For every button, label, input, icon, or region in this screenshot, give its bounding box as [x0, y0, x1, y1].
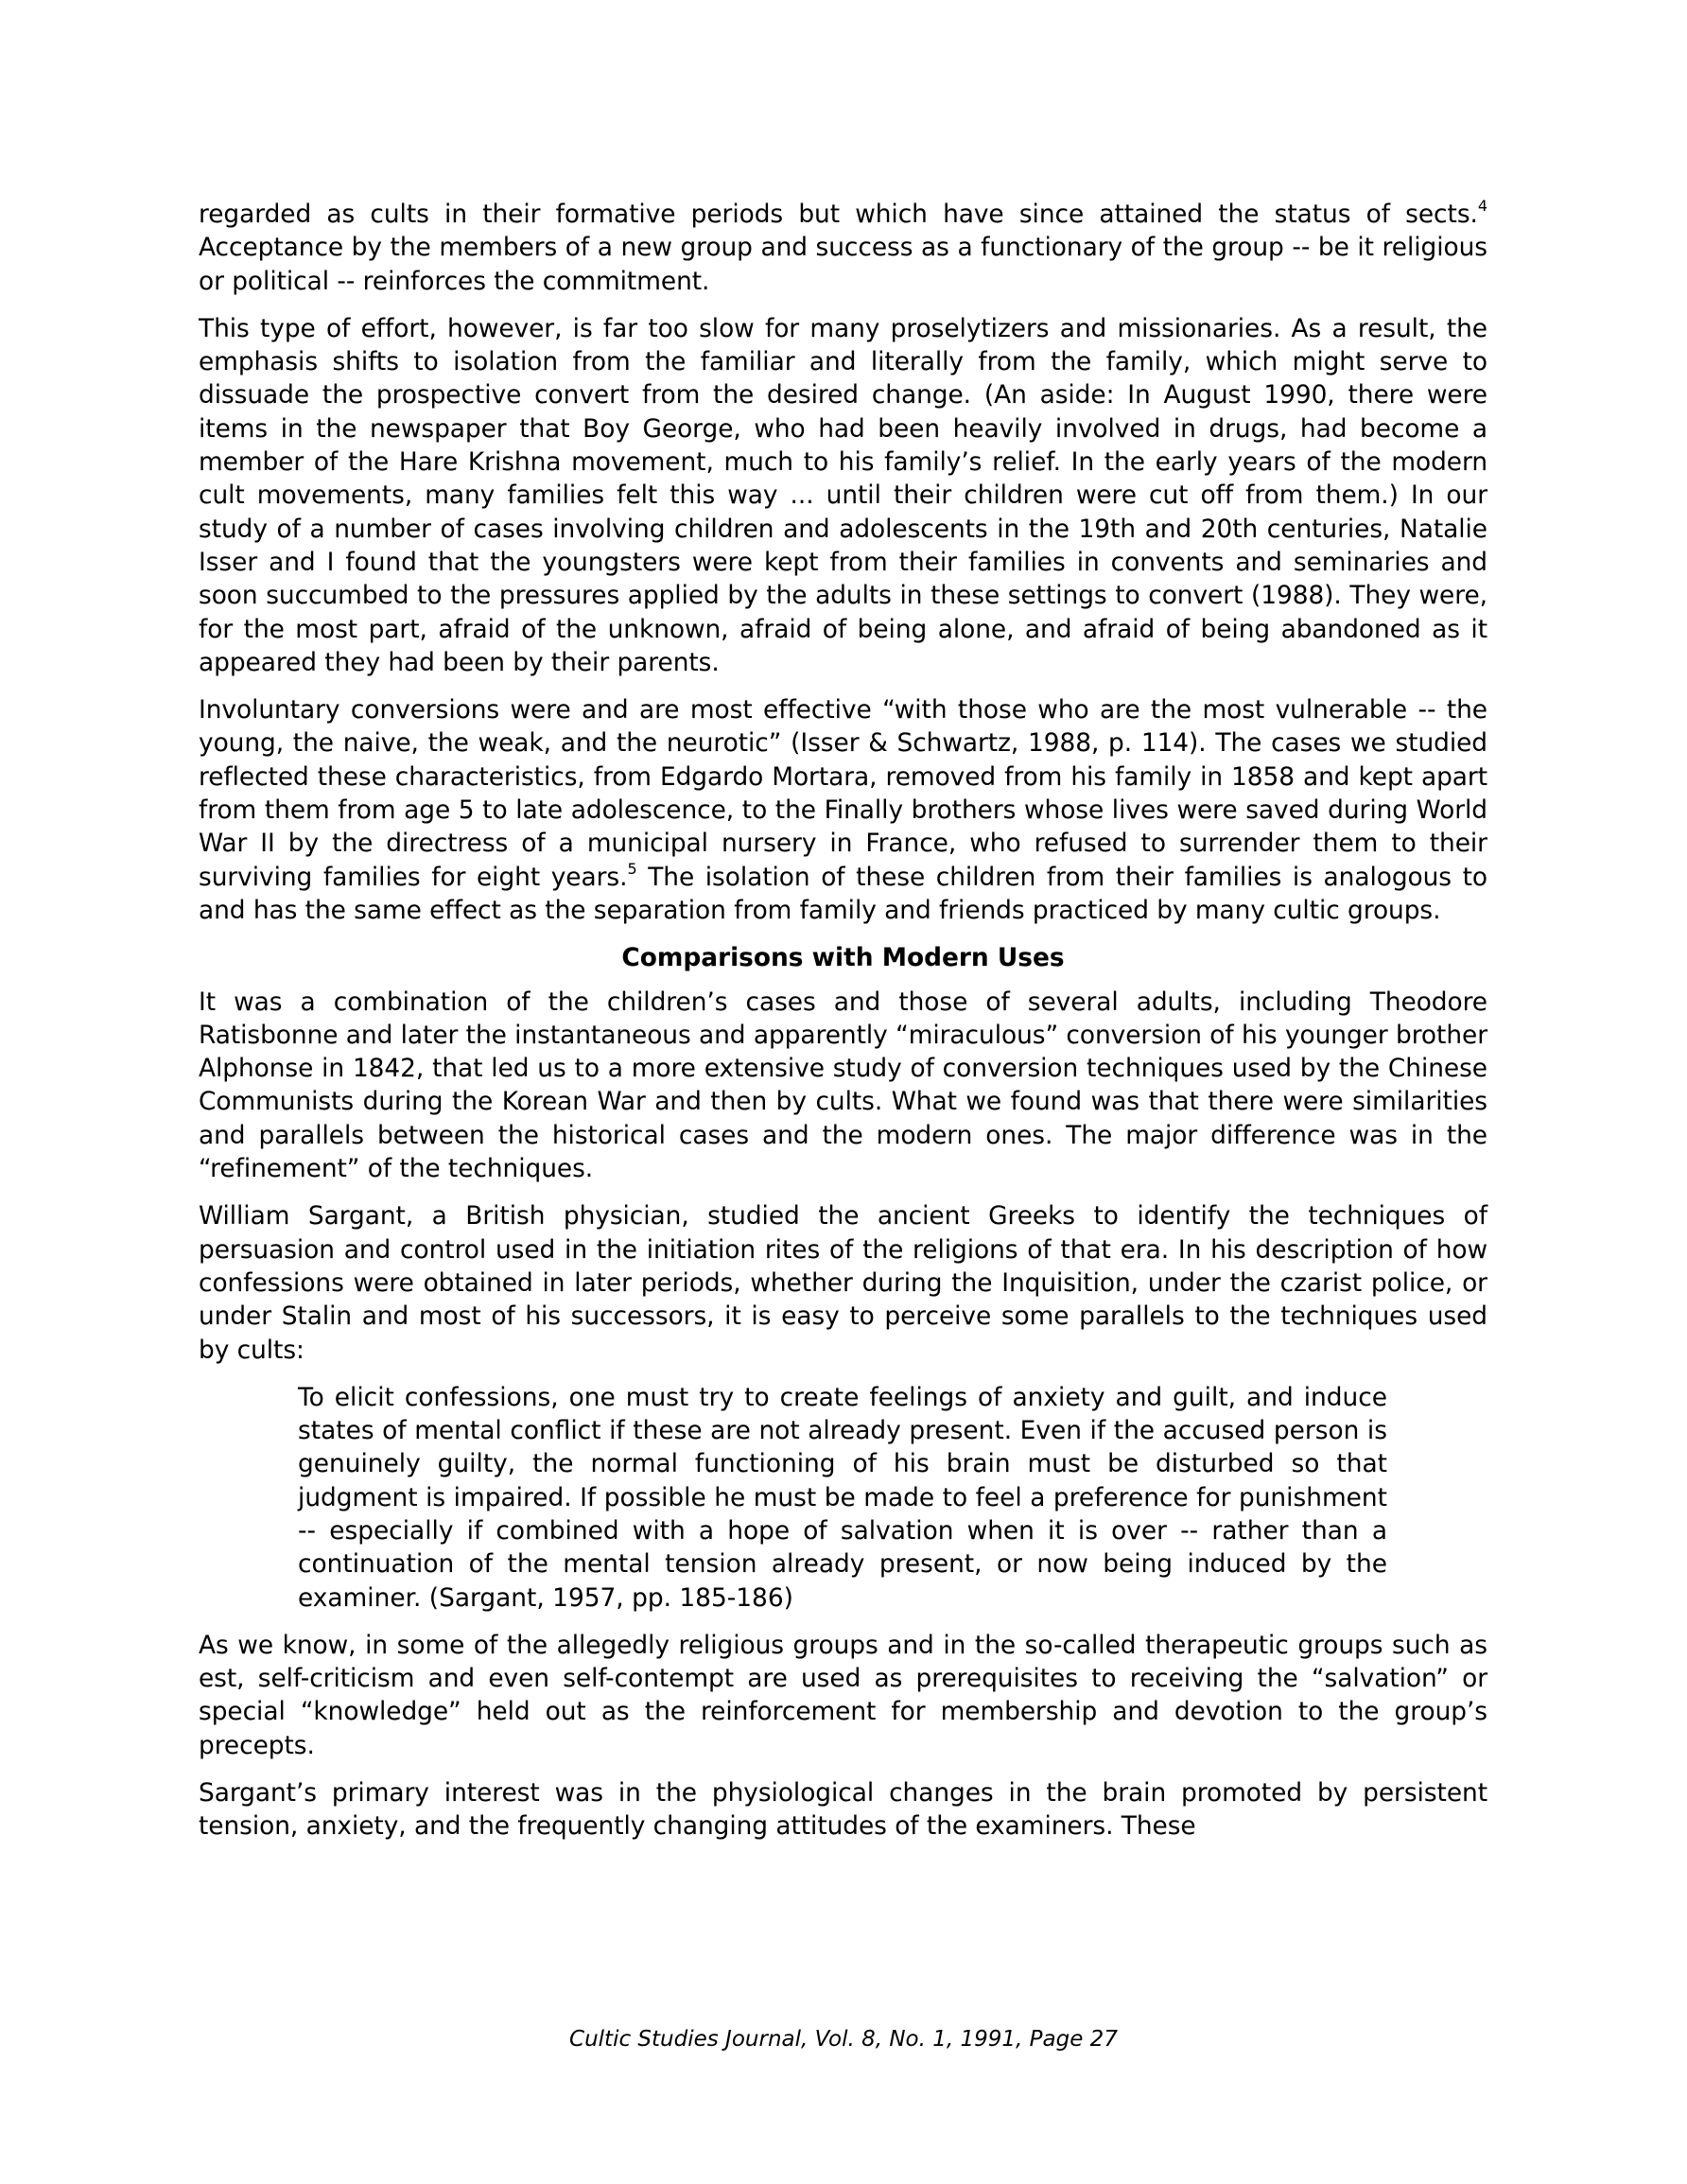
paragraph-sects-commitment	[199, 198, 1487, 298]
page-body	[199, 198, 1487, 1858]
paragraph-text: Involuntary conversions were and are most effective “with those who are the most vulnerable -- the young, the naive, the weak, and the neurotic” (Isser & Schwartz, 1988, p. 114). The cases we studied reflected these characteristics, from Edgardo Mortara, removed from his family in 1858 and kept apart from them from age 5 to late adolescence, to the Finally brothers whose lives were saved during World War II by the directress of a municipal nursery in France, who refused to surrender them to their surviving families for eight years.	[199, 695, 1487, 892]
paragraph-isolation: This type of effort, however, is far too slow for many proselytizers and missionaries. As a result, the emphasis shifts to isolation from the familiar and literally from the family, which might serve to dissuade the prospective convert from the desired change. (An aside: In August 1990, there were items in the newspaper that Boy George, who had been heavily involved in drugs, had become a member of the Hare Krishna movement, much to his family’s relief. In the early years of the modern cult movements, many families felt this way ... until their children were cut off from them.) In our study of a number of cases involving children and adolescents in the 19th and 20th centuries, Natalie Isser and I found that the youngsters were kept from their families in convents and seminaries and soon succumbed to the pressures applied by the adults in these settings to convert (1988). They were, for the most part, afraid of the unknown, afraid of being alone, and afraid of being abandoned as it appeared they had been by their parents.	[199, 313, 1487, 677]
footnote-ref-4[interactable]: 4	[1477, 197, 1487, 215]
paragraph-combination-cases: It was a combination of the children’s cases and those of several adults, including Theodore Ratisbonne and later the instantaneous and apparently “miraculous” conversion of his younger brother Alphonse in 1842, that led us to a more extensive study of conversion techniques used by the Chinese Communists during the Korean War and then by cults. What we found was that there were similarities and parallels between the historical cases and the modern ones. The major difference was in the “refinement” of the techniques.	[199, 987, 1487, 1184]
paragraph-william-sargant: William Sargant, a British physician, studied the ancient Greeks to identify the techniques of persuasion and control used in the initiation rites of the religions of that era. In his description of how confessions were obtained in later periods, whether during the Inquisition, under the czarist police, or under Stalin and most of his successors, it is easy to perceive some parallels to the techniques used by cults:	[199, 1201, 1487, 1365]
paragraph-text: The isolation of these children from their families is analogous to and has the same effect as the separation from family and friends practiced by many cultic groups.	[199, 862, 1488, 925]
paragraph-sargant-interest: Sargant’s primary interest was in the physiological changes in the brain promoted by persistent tension, anxiety, and the frequently changing attitudes of the examiners. These	[199, 1778, 1487, 1842]
paragraph-text: Acceptance by the members of a new group and success as a functionary of the group -- be it religious or political -- reinforces the commitment.	[199, 233, 1487, 296]
page-footer-citation: Cultic Studies Journal, Vol. 8, No. 1, 1991, Page 27	[569, 2027, 1118, 2052]
section-heading: Comparisons with Modern Uses	[621, 943, 1065, 973]
block-quote-sargant: To elicit confessions, one must try to create feelings of anxiety and guilt, and induce states of mental conflict if these are not already present. Even if the accused person is genuinely guilty, the normal functioning of his brain must be disturbed so that judgment is impaired. If possible he must be made to feel a preference for punishment -- especially if combined with a hope of salvation when it is over -- rather than a continuation of the mental tension already present, or now being induced by the examiner. (Sargant, 1957, pp. 185-186)	[298, 1382, 1387, 1613]
paragraph-involuntary-conversions	[199, 693, 1487, 927]
footnote-ref-5[interactable]: 5	[627, 859, 637, 878]
paragraph-as-we-know: As we know, in some of the allegedly religious groups and in the so-called therapeutic groups such as est, self-criticism and even self-contempt are used as prerequisites to receiving the “salvation” or special “knowledge” held out as the reinforcement for membership and devotion to the group’s precepts.	[199, 1630, 1487, 1760]
paragraph-text: regarded as cults in their formative periods but which have since attained the status of sects.	[199, 200, 1478, 229]
